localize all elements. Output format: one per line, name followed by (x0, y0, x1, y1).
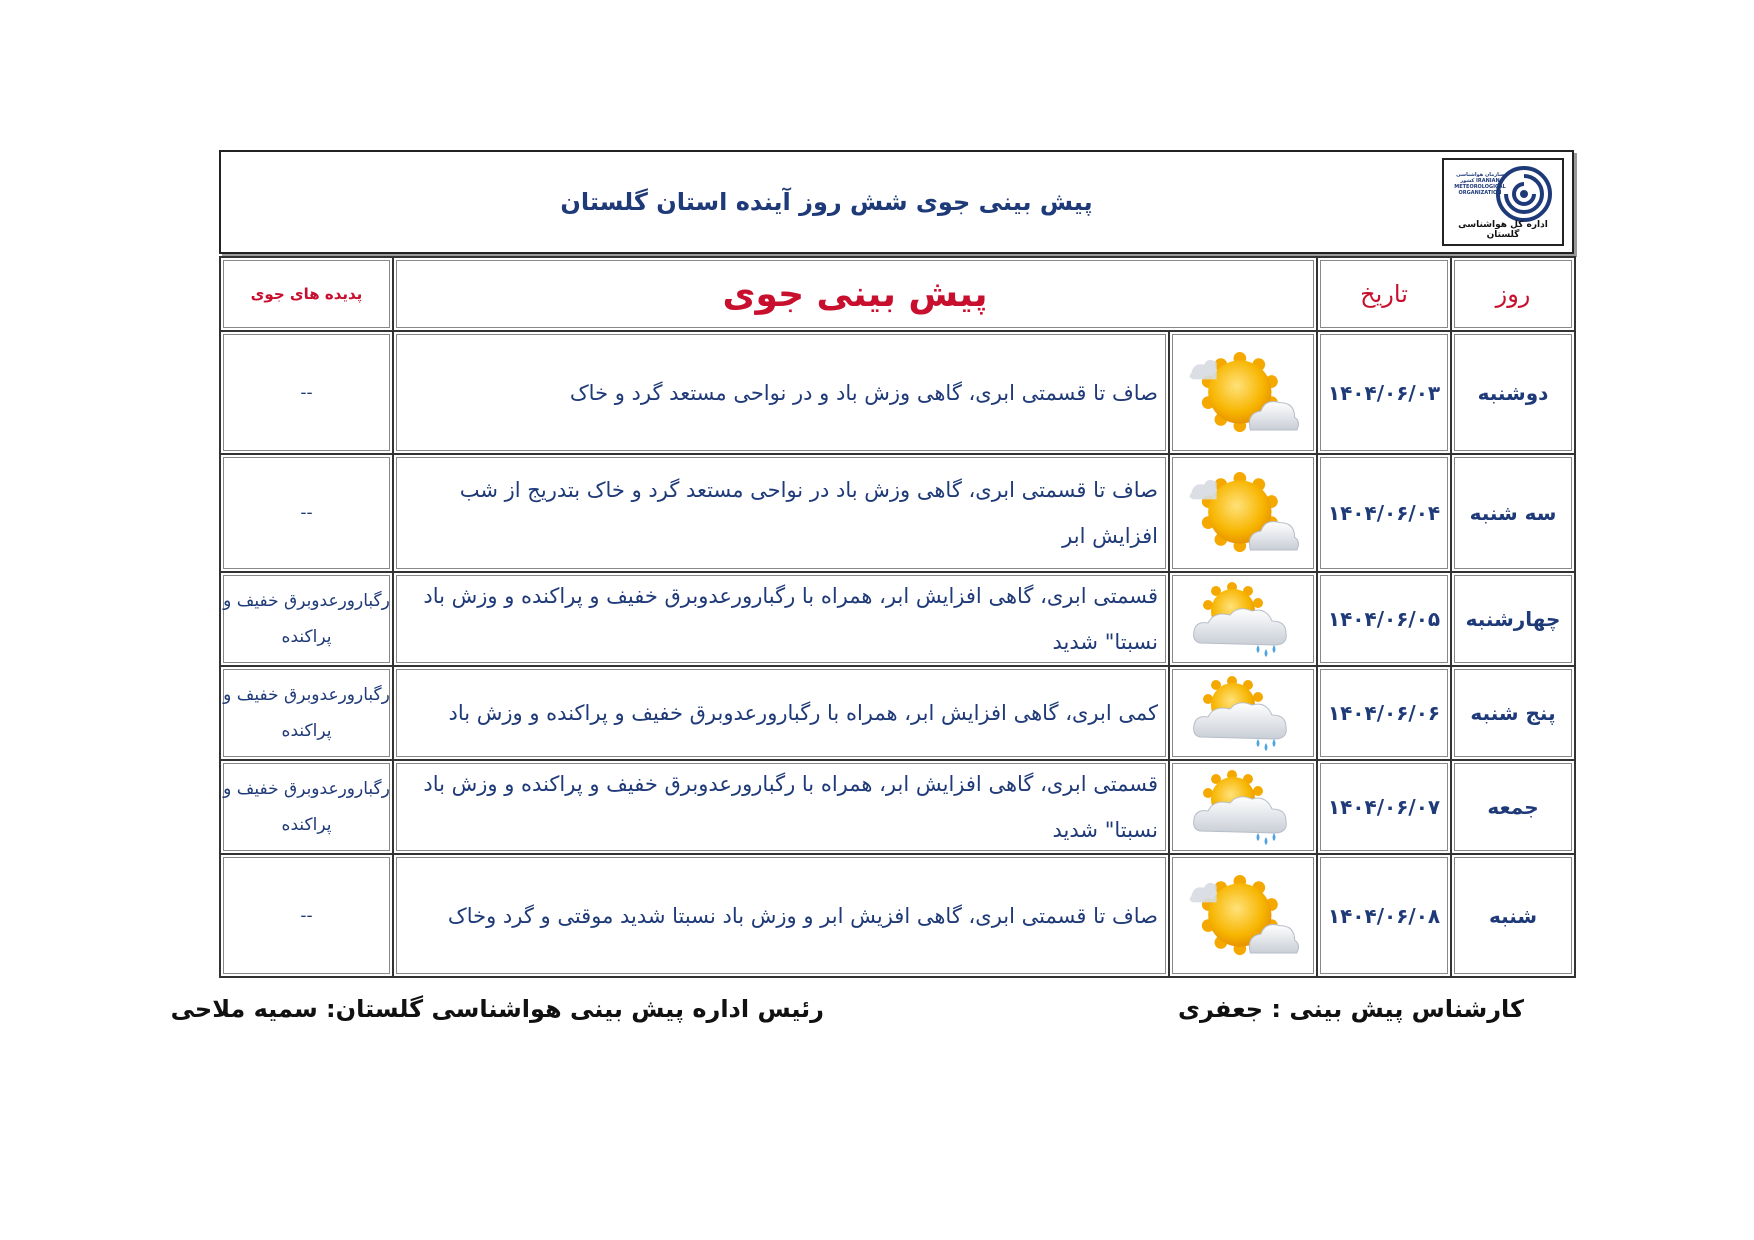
row-day: دوشنبه (1451, 331, 1575, 454)
partly-cloudy-icon (1185, 343, 1301, 439)
row-description: صاف تا قسمتی ابری، گاهی وزش باد در نواحی مستعد گرد و خاک بتدریج از شب افزایش ابر (393, 454, 1169, 572)
row-icon-cell (1169, 760, 1317, 854)
partly-cloudy-icon (1185, 866, 1301, 962)
row-icon-cell (1169, 854, 1317, 977)
rain-cloud-icon (1185, 577, 1301, 657)
table-row (220, 666, 1575, 760)
partly-cloudy-icon (1185, 463, 1301, 559)
forecast-table (219, 256, 1576, 978)
row-date: ۱۴۰۴/۰۶/۰۶ (1317, 666, 1451, 760)
row-description: کمی ابری، گاهی افزایش ابر، همراه با رگبارورعدوبرق خفیف و پراکنده و وزش باد (393, 666, 1169, 760)
row-hazard: -- (220, 331, 393, 454)
row-hazard: رگبارورعدوبرق خفیف و پراکنده (220, 666, 393, 760)
table-row (220, 331, 1575, 454)
row-date: ۱۴۰۴/۰۶/۰۸ (1317, 854, 1451, 977)
row-hazard: رگبارورعدوبرق خفیف و پراکنده (220, 572, 393, 666)
header-box (219, 150, 1574, 254)
logo-small-text: سازمان هواشناسی کشور IRANIAN METEOROLOGICAL ORGANIZATION (1454, 172, 1506, 196)
row-description: قسمتی ابری، گاهی افزایش ابر، همراه با رگبارورعدوبرق خفیف و پراکنده و وزش باد نسبتا" شدید (393, 760, 1169, 854)
row-day: جمعه (1451, 760, 1575, 854)
col-header-date: تاریخ (1317, 257, 1451, 331)
row-icon-cell (1169, 454, 1317, 572)
row-icon-cell (1169, 666, 1317, 760)
rain-cloud-icon (1185, 765, 1301, 845)
head-of-office: رئیس اداره پیش بینی هواشناسی گلستان: سمیه ملاحی (170, 995, 824, 1023)
row-date: ۱۴۰۴/۰۶/۰۴ (1317, 454, 1451, 572)
col-header-hazard: پدیده های جوی (220, 257, 393, 331)
table-row (220, 454, 1575, 572)
table-row (220, 572, 1575, 666)
row-day: شنبه (1451, 854, 1575, 977)
row-icon-cell (1169, 331, 1317, 454)
rain-cloud-icon (1185, 671, 1301, 751)
table-row (220, 854, 1575, 977)
row-date: ۱۴۰۴/۰۶/۰۷ (1317, 760, 1451, 854)
row-description: قسمتی ابری، گاهی افزایش ابر، همراه با رگبارورعدوبرق خفیف و پراکنده و وزش باد نسبتا" شدید (393, 572, 1169, 666)
row-date: ۱۴۰۴/۰۶/۰۳ (1317, 331, 1451, 454)
forecaster-name: کارشناس پیش بینی : جعفری (1178, 995, 1524, 1023)
table-header-row (220, 257, 1575, 331)
col-header-forecast: پیش بینی جوی (393, 257, 1317, 331)
row-day: سه شنبه (1451, 454, 1575, 572)
col-header-day: روز (1451, 257, 1575, 331)
row-date: ۱۴۰۴/۰۶/۰۵ (1317, 572, 1451, 666)
row-hazard: رگبارورعدوبرق خفیف و پراکنده (220, 760, 393, 854)
row-hazard: -- (220, 454, 393, 572)
row-description: صاف تا قسمتی ابری، گاهی افزیش ابر و وزش باد نسبتا شدید موقتی و گرد وخاک (393, 854, 1169, 977)
organization-logo (1442, 158, 1564, 246)
row-icon-cell (1169, 572, 1317, 666)
logo-caption: اداره کل هواشناسی گلستان (1458, 220, 1548, 240)
table-row (220, 760, 1575, 854)
row-description: صاف تا قسمتی ابری، گاهی وزش باد و در نواحی مستعد گرد و خاک (393, 331, 1169, 454)
row-day: چهارشنبه (1451, 572, 1575, 666)
row-day: پنج شنبه (1451, 666, 1575, 760)
page-title: پیش بینی جوی شش روز آینده استان گلستان (560, 188, 1093, 216)
row-hazard: -- (220, 854, 393, 977)
